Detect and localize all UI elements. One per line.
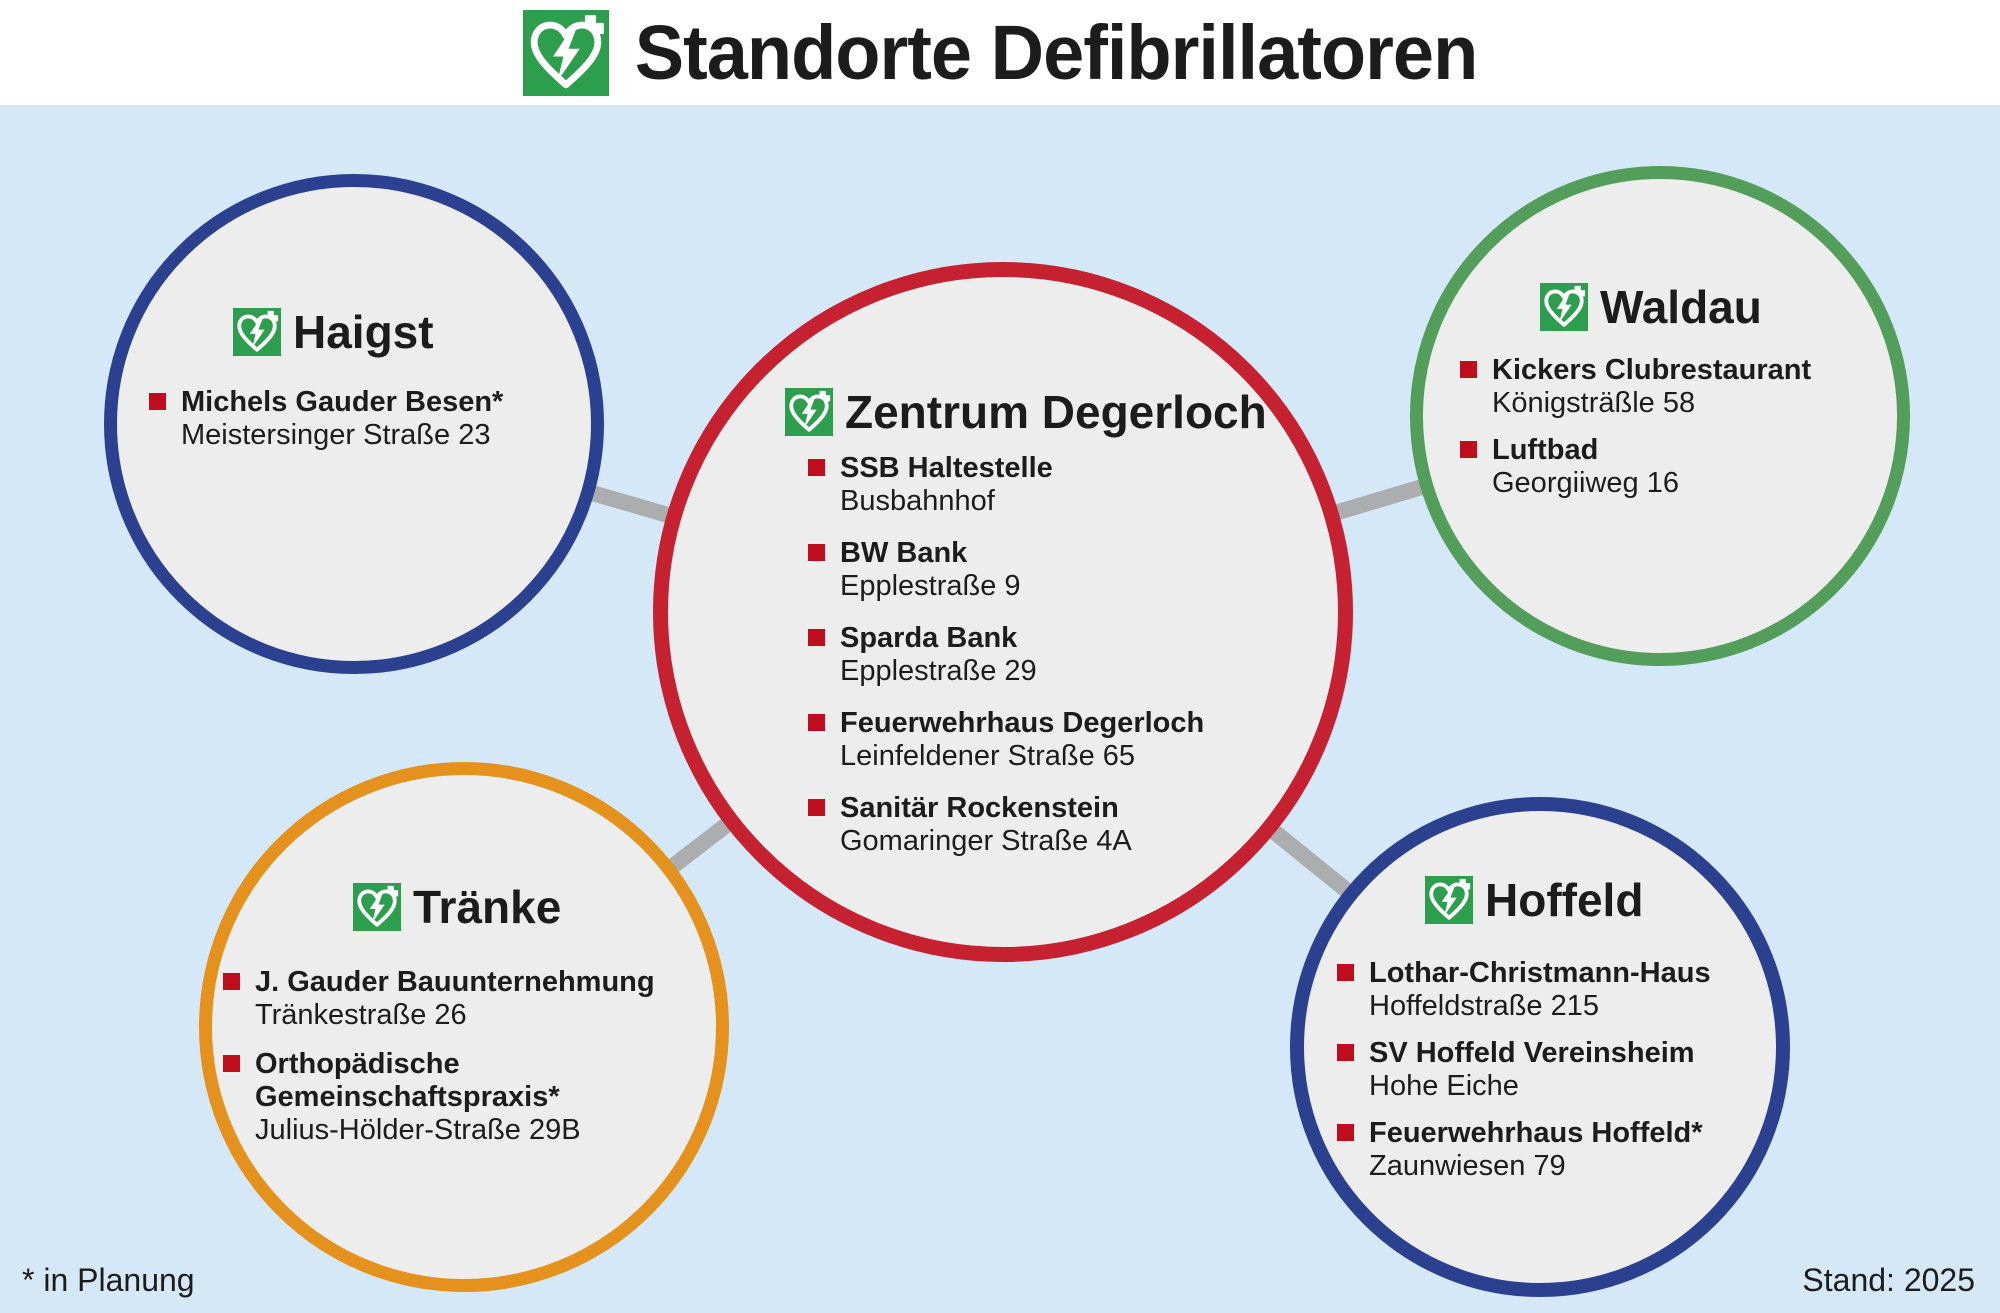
group-title: Hoffeld [1485,874,1644,926]
list-item [149,386,589,452]
bullet-icon [1460,361,1477,378]
location-name: Kickers Clubrestaurant [1492,354,1812,386]
group-heading [233,305,589,359]
bullet-icon [808,544,825,561]
list-item [808,707,1288,773]
list-item [223,966,673,1032]
bullet-icon [223,1055,240,1072]
group-title: Tränke [413,881,562,933]
status-date: Stand: 2025 [1802,1262,1975,1298]
location-name: SV Hoffeld Vereinsheim [1369,1037,1695,1069]
location-address: Epplestraße 9 [840,570,1021,602]
location-address: Leinfeldener Straße 65 [840,740,1136,772]
group-heading [785,385,1288,439]
location-list [1337,957,1767,1183]
bullet-icon [808,629,825,646]
location-address: Gomaringer Straße 4A [840,825,1132,857]
location-address: Meistersinger Straße 23 [181,419,491,451]
location-name: BW Bank [840,537,968,569]
footnote: * in Planung [22,1262,195,1298]
list-item [223,1048,673,1147]
aed-icon [233,308,281,356]
location-list [808,452,1288,858]
bullet-icon [149,393,166,410]
group-content-hoffeld [1337,873,1767,1183]
location-name: Luftbad [1492,434,1599,466]
location-list [1460,354,1900,500]
location-name: Lothar-Christmann-Haus [1369,957,1711,989]
location-list [223,966,673,1147]
aed-icon [523,10,609,96]
location-address: Zaunwiesen 79 [1369,1150,1566,1182]
location-list [149,386,589,452]
bullet-icon [1337,964,1354,981]
list-item [808,792,1288,858]
location-name: Feuerwehrhaus Hoffeld* [1369,1117,1703,1149]
bullet-icon [808,459,825,476]
list-item [808,452,1288,518]
location-name: SSB Haltestelle [840,452,1053,484]
group-content-haigst [149,305,589,452]
location-name: J. Gauder Bauunternehmung [255,966,655,998]
bullet-icon [808,714,825,731]
list-item [808,622,1288,688]
group-heading [353,880,673,934]
group-title: Zentrum Degerloch [845,386,1267,438]
aed-icon [785,388,833,436]
aed-icon [1425,876,1473,924]
group-title: Waldau [1600,281,1762,333]
list-item [1337,957,1767,1023]
location-address: Julius-Hölder-Straße 29B [255,1114,581,1146]
location-address: Tränkestraße 26 [255,999,467,1031]
location-name: Orthopädische Gemeinschaftspraxis* [255,1048,560,1113]
location-name: Michels Gauder Besen* [181,386,504,418]
location-address: Königsträßle 58 [1492,387,1696,419]
group-title: Haigst [293,306,434,358]
bullet-icon [1337,1124,1354,1141]
location-address: Busbahnhof [840,485,995,517]
list-item [1337,1117,1767,1183]
list-item [808,537,1288,603]
location-name: Sanitär Rockenstein [840,792,1119,824]
location-address: Hoffeldstraße 215 [1369,990,1599,1022]
aed-icon [353,883,401,931]
location-address: Hohe Eiche [1369,1070,1519,1102]
group-content-traenke [223,880,673,1147]
bullet-icon [1337,1044,1354,1061]
page-title: Standorte Defibrillatoren [634,9,1478,96]
location-address: Epplestraße 29 [840,655,1037,687]
bullet-icon [1460,441,1477,458]
location-name: Sparda Bank [840,622,1018,654]
bullet-icon [223,973,240,990]
list-item [1460,354,1900,420]
header [0,0,2000,105]
group-content-waldau [1460,280,1900,500]
list-item [1460,434,1900,500]
bullet-icon [808,799,825,816]
group-heading [1425,873,1767,927]
group-content-zentrum-degerloch [808,385,1288,858]
group-heading [1540,280,1900,334]
list-item [1337,1037,1767,1103]
location-address: Georgiiweg 16 [1492,467,1679,499]
location-name: Feuerwehrhaus Degerloch [840,707,1205,739]
aed-icon [1540,283,1588,331]
